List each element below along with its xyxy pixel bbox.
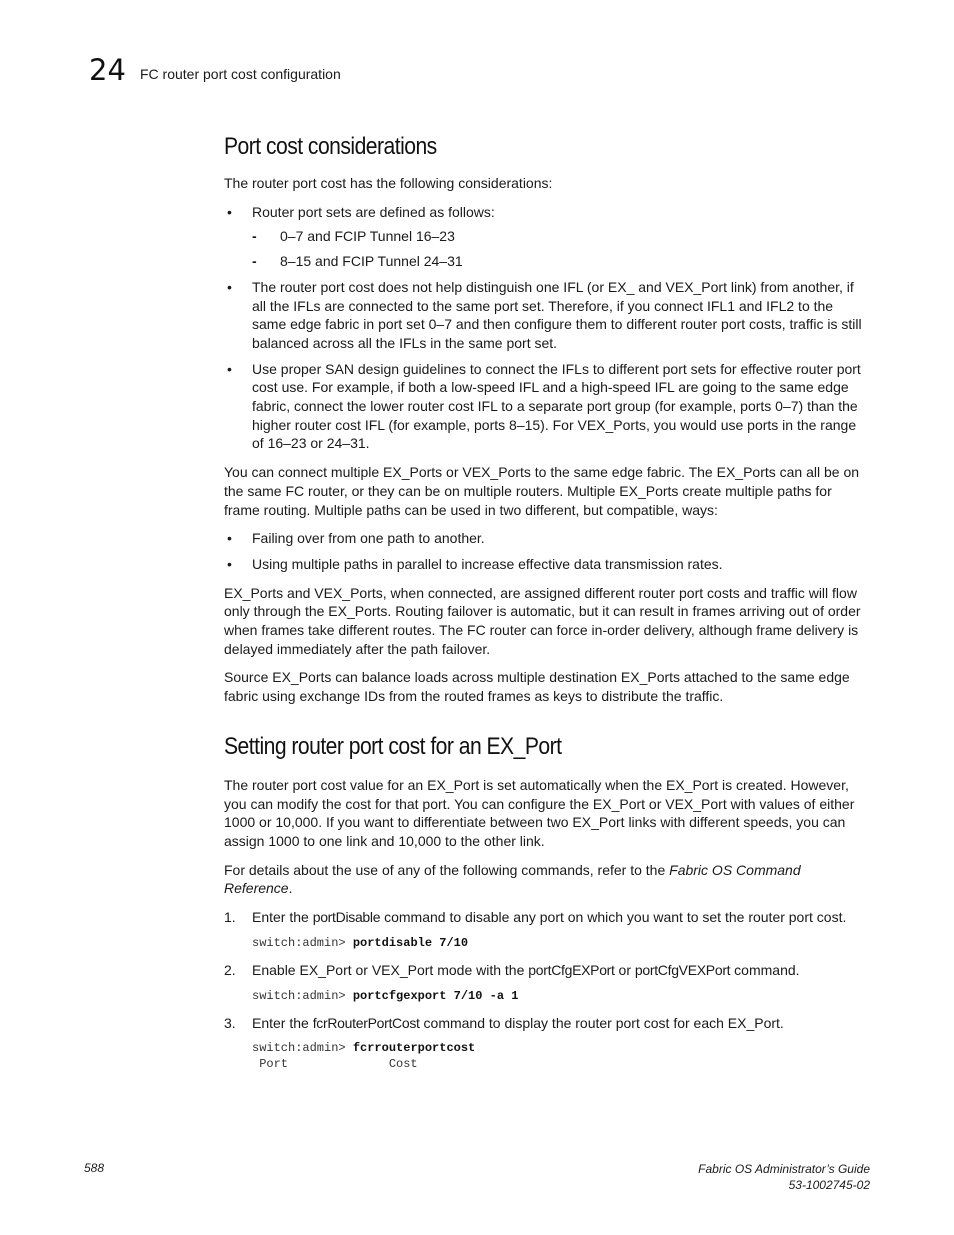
procedure-steps xyxy=(224,908,870,1072)
list-item-text: The router port cost does not help distinguish one IFL (or EX_ and VEX_Port link) from another, if all the IFLs are connected to the same port set. Therefore, if you connect IFL1 and IFL2 to the same edge fabric in port set 0–7 and then configure them to different router port costs, traffic is still balanced across all the IFLs in the same port set. xyxy=(252,278,862,351)
bullet-icon: • xyxy=(227,203,232,220)
code-example xyxy=(252,1040,870,1072)
list-item-text: Use proper SAN design guidelines to connect the IFLs to different port sets for effective router port cost use. For example, if both a low-speed IFL and a high-speed IFL are going to the same edge fabric, connect the lower router cost IFL to a separate port group (for example, ports 0–7) than the higher router cost IFL (for example, ports 8–15). For VEX_Ports, you would use ports in the range of 16–23 or 24–31. xyxy=(252,360,861,452)
command-name: fcrRouterPortCost xyxy=(312,1014,420,1031)
bullet-icon: • xyxy=(227,360,232,377)
code-example xyxy=(252,935,870,951)
command-name: portCfgVEXPort xyxy=(634,961,731,978)
code-prompt: switch:admin> xyxy=(252,935,353,950)
command-name: portDisable xyxy=(312,909,381,926)
chapter-number: 24 xyxy=(89,53,126,87)
step-number: 2. xyxy=(224,961,236,978)
list-item xyxy=(224,203,870,271)
bullet-icon: • xyxy=(227,530,232,547)
code-prompt: switch:admin> xyxy=(252,988,353,1003)
list-item xyxy=(224,555,870,574)
step-2 xyxy=(224,961,870,1004)
step-number: 1. xyxy=(224,909,236,926)
text-span: command to display the router port cost for each EX_Port. xyxy=(419,1014,784,1031)
step-3 xyxy=(224,1014,870,1073)
doc-number: 53-1002745-02 xyxy=(788,1178,870,1192)
text-span: . xyxy=(288,880,293,897)
step-text xyxy=(252,961,870,980)
intro-paragraph: The router port cost has the following considerations: xyxy=(224,175,553,191)
text-span: Enter the xyxy=(252,909,313,926)
dash-icon: - xyxy=(252,253,257,270)
page-content xyxy=(224,131,870,1082)
code-prompt: switch:admin> xyxy=(252,1041,353,1056)
step-text xyxy=(252,908,870,927)
paragraph xyxy=(224,861,870,898)
step-text xyxy=(252,1014,870,1033)
usage-list xyxy=(224,529,870,573)
doc-title: Fabric OS Administrator’s Guide xyxy=(698,1162,870,1176)
sublist-item xyxy=(252,252,870,271)
footer-doc-info xyxy=(698,1161,870,1193)
bullet-icon: • xyxy=(227,555,232,572)
code-example xyxy=(252,988,870,1004)
list-item-text: Using multiple paths in parallel to increase effective data transmission rates. xyxy=(252,555,723,572)
port-sets-sublist xyxy=(252,227,870,270)
list-item xyxy=(224,360,870,454)
step-number: 3. xyxy=(224,1014,236,1031)
bullet-icon: • xyxy=(227,278,232,295)
dash-icon: - xyxy=(252,228,257,245)
section-heading-port-cost-considerations: Port cost considerations xyxy=(224,133,437,160)
page-number: 588 xyxy=(84,1161,105,1175)
sublist-item xyxy=(252,227,870,246)
paragraph: Source EX_Ports can balance loads across multiple destination EX_Ports attached to the same edge fabric using exchange IDs from the routed frames as keys to distribute the traffic. xyxy=(224,669,850,705)
code-command: fcrrouterportcost xyxy=(352,1041,476,1056)
list-item-text: Failing over from one path to another. xyxy=(252,530,485,547)
list-item-text: Router port sets are defined as follows: xyxy=(252,203,495,220)
code-output: Port Cost xyxy=(252,1057,418,1072)
text-span: Enter the xyxy=(252,1014,313,1031)
step-1 xyxy=(224,908,870,951)
considerations-list xyxy=(224,203,870,453)
text-span: For details about the use of any of the following commands, refer to the xyxy=(224,861,670,878)
text-span: command to disable any port on which you want to set the router port cost. xyxy=(380,909,847,926)
paragraph: EX_Ports and VEX_Ports, when connected, are assigned different router port costs and traffic will flow only through the EX_Ports. Routing failover is automatic, but it can result in frames arriving out of order when frames take different routes. The FC router can force in-order delivery, although frame delivery is delayed immediately after the path failover. xyxy=(224,584,861,657)
list-item xyxy=(224,278,870,353)
sublist-item-text: 8–15 and FCIP Tunnel 24–31 xyxy=(280,253,463,270)
command-name: portCfgEXPort xyxy=(528,961,615,978)
paragraph: The router port cost value for an EX_Port is set automatically when the EX_Port is created. However, you can modify the cost for that port. You can configure the EX_Port or VEX_Port with values of either 1000 or 10,000. If you want to differentiate between two EX_Port links with different speeds, you can assign 1000 to one link and 10,000 to the other link. xyxy=(224,776,855,849)
paragraph: You can connect multiple EX_Ports or VEX_Ports to the same edge fabric. The EX_Ports can all be on the same FC router, or they can be on multiple routers. Multiple EX_Ports create multiple paths for frame routing. Multiple paths can be used in two different, but compatible, ways: xyxy=(224,464,860,518)
chapter-title: FC router port cost configuration xyxy=(140,66,341,82)
list-item xyxy=(224,529,870,548)
section-heading-setting-router-port-cost: Setting router port cost for an EX_Port xyxy=(224,732,562,760)
code-command: portdisable 7/10 xyxy=(352,935,469,950)
text-span: command. xyxy=(730,961,800,978)
text-span: Enable EX_Port or VEX_Port mode with the xyxy=(252,961,529,978)
code-command: portcfgexport 7/10 -a 1 xyxy=(352,988,519,1003)
text-span: or xyxy=(614,961,635,978)
sublist-item-text: 0–7 and FCIP Tunnel 16–23 xyxy=(280,228,455,245)
reference-title: Fabric OS Command Reference xyxy=(224,861,801,897)
